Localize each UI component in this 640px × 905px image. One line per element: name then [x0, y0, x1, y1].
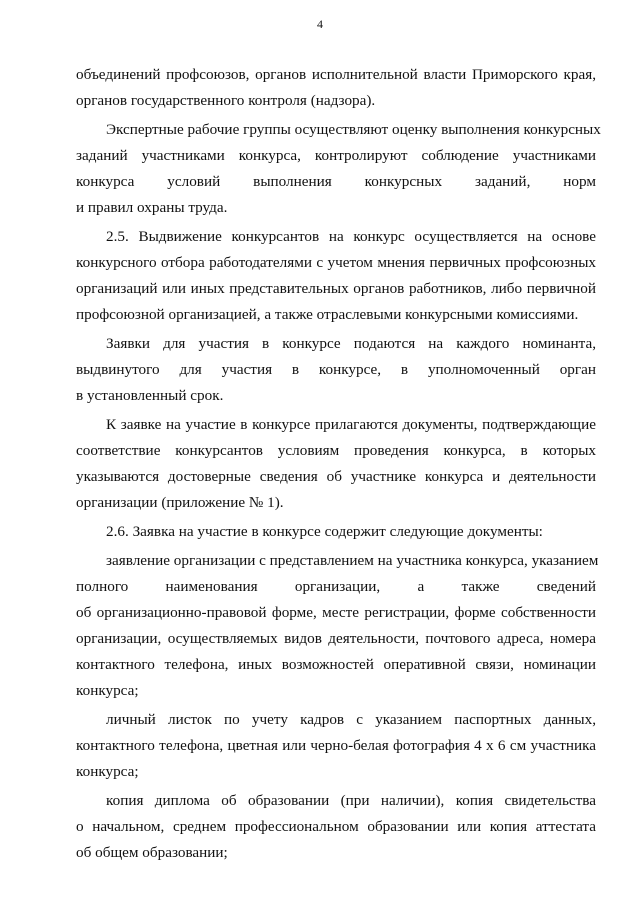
- page-number: 4: [317, 17, 323, 31]
- text-line: копия диплома об образовании (при наличии), копия свидетельства: [106, 792, 596, 809]
- text-line: 2.5. Выдвижение конкурсантов на конкурс осуществляется на основе: [106, 228, 596, 245]
- text-line: профсоюзной организацией, а также отраслевыми конкурсными комиссиями.: [76, 306, 579, 323]
- text-line: организаций или иных представительных органов работников, либо первичной: [76, 280, 596, 297]
- text-line: органов государственного контроля (надзора).: [76, 92, 376, 109]
- text-line: заявление организации с представлением на участника конкурса, указанием: [106, 552, 599, 569]
- text-line: 2.6. Заявка на участие в конкурсе содержит следующие документы:: [106, 523, 543, 540]
- text-line: К заявке на участие в конкурсе прилагаются документы, подтверждающие: [106, 416, 596, 433]
- text-line: конкурсного отбора работодателями с учетом мнения первичных профсоюзных: [76, 254, 596, 271]
- text-line: личный листок по учету кадров с указанием паспортных данных,: [106, 711, 596, 728]
- text-line: в установленный срок.: [76, 387, 224, 404]
- text-line: Экспертные рабочие группы осуществляют оценку выполнения конкурсных: [106, 121, 601, 138]
- text-line: полного наименования организации, а также сведений: [76, 578, 596, 595]
- text-line: Заявки для участия в конкурсе подаются на каждого номинанта,: [106, 335, 596, 352]
- paragraph: [76, 412, 596, 516]
- text-line: указываются достоверные сведения об участнике конкурса и деятельности: [76, 468, 596, 485]
- text-line: объединений профсоюзов, органов исполнительной власти Приморского края,: [76, 66, 596, 83]
- text-line: соответствие конкурсантов условиям проведения конкурса, в которых: [76, 442, 596, 459]
- paragraph: [76, 331, 596, 409]
- text-line: контактного телефона, иных возможностей оперативной связи, номинации: [76, 656, 596, 673]
- paragraph: [76, 548, 599, 704]
- text-line: об организационно-правовой форме, месте регистрации, форме собственности: [76, 604, 596, 621]
- paragraph: [76, 788, 596, 866]
- text-line: заданий участниками конкурса, контролируют соблюдение участниками: [76, 147, 596, 164]
- text-line: конкурса;: [76, 763, 139, 780]
- text-line: и правил охраны труда.: [76, 199, 228, 216]
- text-line: о начальном, среднем профессиональном образовании или копия аттестата: [76, 818, 596, 835]
- text-line: контактного телефона, цветная или черно-белая фотография 4 х 6 см участника: [76, 737, 596, 754]
- text-line: конкурса условий выполнения конкурсных заданий, норм: [76, 173, 596, 190]
- text-line: выдвинутого для участия в конкурсе, в уполномоченный орган: [76, 361, 596, 378]
- text-line: организации, осуществляемых видов деятельности, почтового адреса, номера: [76, 630, 596, 647]
- text-line: об общем образовании;: [76, 844, 228, 861]
- paragraph: [76, 519, 596, 545]
- text-line: организации (приложение № 1).: [76, 494, 284, 511]
- paragraph: [76, 224, 596, 328]
- text-line: конкурса;: [76, 682, 139, 699]
- document-body: [76, 62, 601, 866]
- paragraph: [76, 707, 596, 785]
- paragraph: [76, 62, 596, 114]
- paragraph: [76, 117, 601, 221]
